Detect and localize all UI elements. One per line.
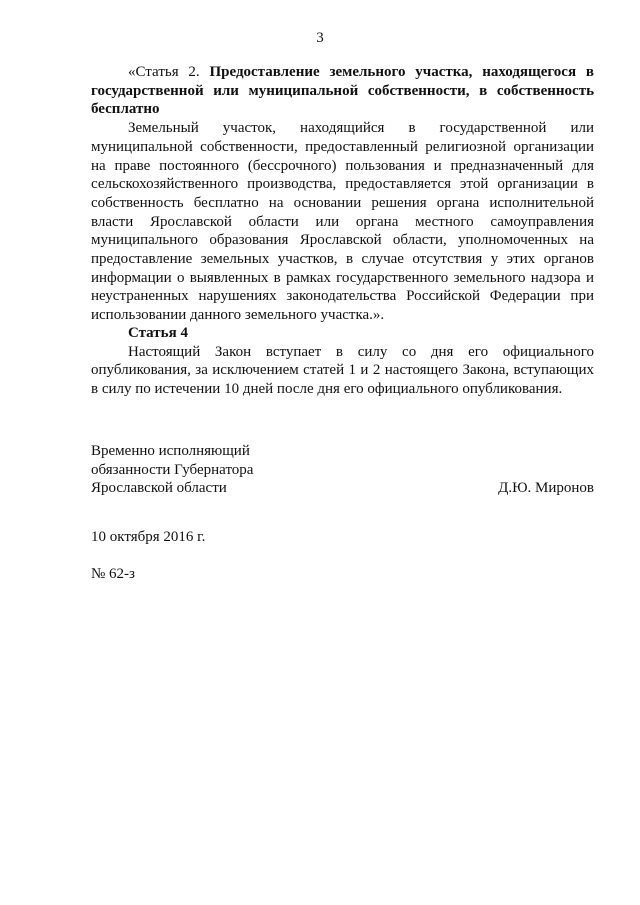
signature-line: [91, 479, 594, 498]
signature-block: [91, 442, 594, 498]
signer-position-line-2: обязанности Губернатора: [91, 461, 254, 478]
signer-position-line-1: Временно исполняющий: [91, 443, 250, 459]
article-2-title: Предоставление земельного участка, находящегося в государственной или муниципальной собственности, в собственность бесплатно: [91, 64, 594, 118]
page-number: 3: [316, 30, 324, 46]
article-2-prefix: «Статья 2.: [128, 64, 210, 80]
article-4-heading: Статья 4: [128, 325, 188, 341]
article-2-heading: [91, 63, 594, 119]
signer-position-line-3: Ярославской области: [91, 480, 227, 497]
article-2-text: Земельный участок, находящийся в государственной или муниципальной собственности, предоставленный религиозной организации на праве постоянного (бессрочного) пользования и предназначенный для сельскохозяйственного производства, предоставляется этой организации в собственность бесплатно на основании решения органа исполнительной власти Ярославской области или органа местного самоуправления муниципального образования Ярославской области, уполномоченных на предоставление земельных участков, в случае отсутствия у этих органов информации о выявленных в рамках государственного земельного надзора и неустраненных нарушениях законодательства Российской Федерации при использовании данного земельного участка.».: [91, 120, 594, 324]
document-date: 10 октября 2016 г.: [91, 529, 206, 545]
article-2-block: [91, 63, 594, 325]
article-4-text: Настоящий Закон вступает в силу со дня его официального опубликования, за исключением статей 1 и 2 настоящего Закона, вступающих в силу по истечении 10 дней после дня его официального опубликования.: [91, 343, 594, 398]
law-number: № 62-з: [91, 566, 135, 582]
article-4-block: [91, 324, 594, 399]
signer-name: Д.Ю. Миронов: [498, 480, 594, 497]
